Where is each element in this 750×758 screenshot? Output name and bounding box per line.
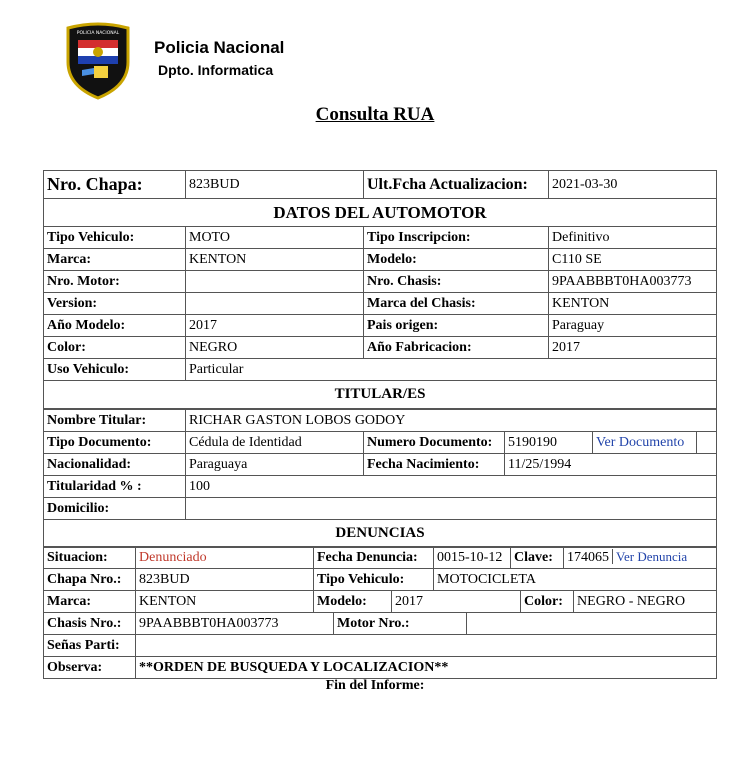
clave-cell	[564, 547, 717, 569]
nombre-titular-label: Nombre Titular:	[44, 410, 186, 432]
senas-parti-label: Señas Parti:	[44, 635, 136, 657]
automotor-table	[43, 170, 717, 409]
chapa-nro-value: 823BUD	[136, 569, 314, 591]
observa-label: Observa:	[44, 657, 136, 679]
nro-motor-label: Nro. Motor:	[44, 271, 186, 293]
senas-parti-value	[136, 635, 717, 657]
nacionalidad-label: Nacionalidad:	[44, 454, 186, 476]
tipo-inscripcion-value: Definitivo	[549, 227, 717, 249]
anio-modelo-value: 2017	[186, 315, 364, 337]
situacion-value: Denunciado	[136, 547, 314, 569]
numero-documento-label: Numero Documento:	[364, 432, 505, 454]
marca-chasis-label: Marca del Chasis:	[364, 293, 549, 315]
denuncias-table	[43, 546, 717, 679]
nombre-titular-value: RICHAR GASTON LOBOS GODOY	[186, 410, 717, 432]
domicilio-label: Domicilio:	[44, 498, 186, 520]
police-badge-icon	[64, 22, 132, 100]
titularidad-value: 100	[186, 476, 717, 498]
org-header	[154, 38, 284, 78]
motor-nro-value	[467, 613, 717, 635]
pais-origen-value: Paraguay	[549, 315, 717, 337]
color-label: Color:	[44, 337, 186, 359]
marca-chasis-value: KENTON	[549, 293, 717, 315]
empty-cell	[697, 432, 717, 454]
anio-fabricacion-value: 2017	[549, 337, 717, 359]
marca-denuncia-label: Marca:	[44, 591, 136, 613]
numero-documento-value: 5190190	[505, 432, 593, 454]
color-denuncia-label: Color:	[521, 591, 574, 613]
domicilio-value	[186, 498, 717, 520]
nro-motor-value	[186, 271, 364, 293]
section-automotor: DATOS DEL AUTOMOTOR	[44, 199, 717, 227]
fecha-denuncia-value: 0015-10-12	[434, 547, 511, 569]
modelo-value: C110 SE	[549, 249, 717, 271]
page-title: Consulta RUA	[315, 104, 435, 125]
chapa-nro-label: Chapa Nro.:	[44, 569, 136, 591]
titular-table	[43, 409, 717, 548]
tipo-documento-label: Tipo Documento:	[44, 432, 186, 454]
observa-value: **ORDEN DE BUSQUEDA Y LOCALIZACION**	[136, 657, 717, 679]
ult-actualizacion-value: 2021-03-30	[549, 171, 717, 199]
marca-value: KENTON	[186, 249, 364, 271]
version-value	[186, 293, 364, 315]
svg-text:POLICIA NACIONAL: POLICIA NACIONAL	[76, 31, 120, 36]
fecha-nacimiento-label: Fecha Nacimiento:	[364, 454, 505, 476]
section-denuncias: DENUNCIAS	[44, 520, 717, 548]
tipo-vehiculo-denuncia-label: Tipo Vehiculo:	[314, 569, 434, 591]
clave-label: Clave:	[511, 547, 564, 569]
ver-documento-link[interactable]: Ver Documento	[593, 432, 697, 454]
nro-chasis-label: Nro. Chasis:	[364, 271, 549, 293]
tipo-inscripcion-label: Tipo Inscripcion:	[364, 227, 549, 249]
uso-vehiculo-label: Uso Vehiculo:	[44, 359, 186, 381]
color-denuncia-value: NEGRO - NEGRO	[574, 591, 717, 613]
chapa-value: 823BUD	[186, 171, 364, 199]
ver-denuncia-link[interactable]: Ver Denuncia	[612, 549, 690, 564]
nacionalidad-value: Paraguaya	[186, 454, 364, 476]
tipo-documento-value: Cédula de Identidad	[186, 432, 364, 454]
org-name: Policia Nacional	[154, 38, 285, 57]
section-titulares: TITULAR/ES	[44, 381, 717, 409]
motor-nro-label: Motor Nro.:	[334, 613, 467, 635]
anio-modelo-label: Año Modelo:	[44, 315, 186, 337]
uso-vehiculo-value: Particular	[186, 359, 717, 381]
marca-denuncia-value: KENTON	[136, 591, 314, 613]
titularidad-label: Titularidad % :	[44, 476, 186, 498]
nro-chasis-value: 9PAABBBT0HA003773	[549, 271, 717, 293]
color-value: NEGRO	[186, 337, 364, 359]
tipo-vehiculo-value: MOTO	[186, 227, 364, 249]
modelo-label: Modelo:	[364, 249, 549, 271]
tipo-vehiculo-denuncia-value: MOTOCICLETA	[434, 569, 717, 591]
chapa-label: Nro. Chapa:	[44, 171, 186, 199]
tipo-vehiculo-label: Tipo Vehiculo:	[44, 227, 186, 249]
fin-informe: Fin del Informe:	[325, 678, 425, 693]
chasis-nro-label: Chasis Nro.:	[44, 613, 136, 635]
chasis-nro-value: 9PAABBBT0HA003773	[136, 613, 334, 635]
pais-origen-label: Pais origen:	[364, 315, 549, 337]
ult-actualizacion-label: Ult.Fcha Actualizacion:	[364, 171, 549, 199]
anio-fabricacion-label: Año Fabricacion:	[364, 337, 549, 359]
org-dept: Dpto. Informatica	[158, 62, 274, 78]
marca-label: Marca:	[44, 249, 186, 271]
fecha-nacimiento-value: 11/25/1994	[505, 454, 717, 476]
modelo-denuncia-value: 2017	[392, 591, 521, 613]
version-label: Version:	[44, 293, 186, 315]
clave-value: 174065	[567, 550, 610, 565]
fecha-denuncia-label: Fecha Denuncia:	[314, 547, 434, 569]
modelo-denuncia-label: Modelo:	[314, 591, 392, 613]
situacion-label: Situacion:	[44, 547, 136, 569]
